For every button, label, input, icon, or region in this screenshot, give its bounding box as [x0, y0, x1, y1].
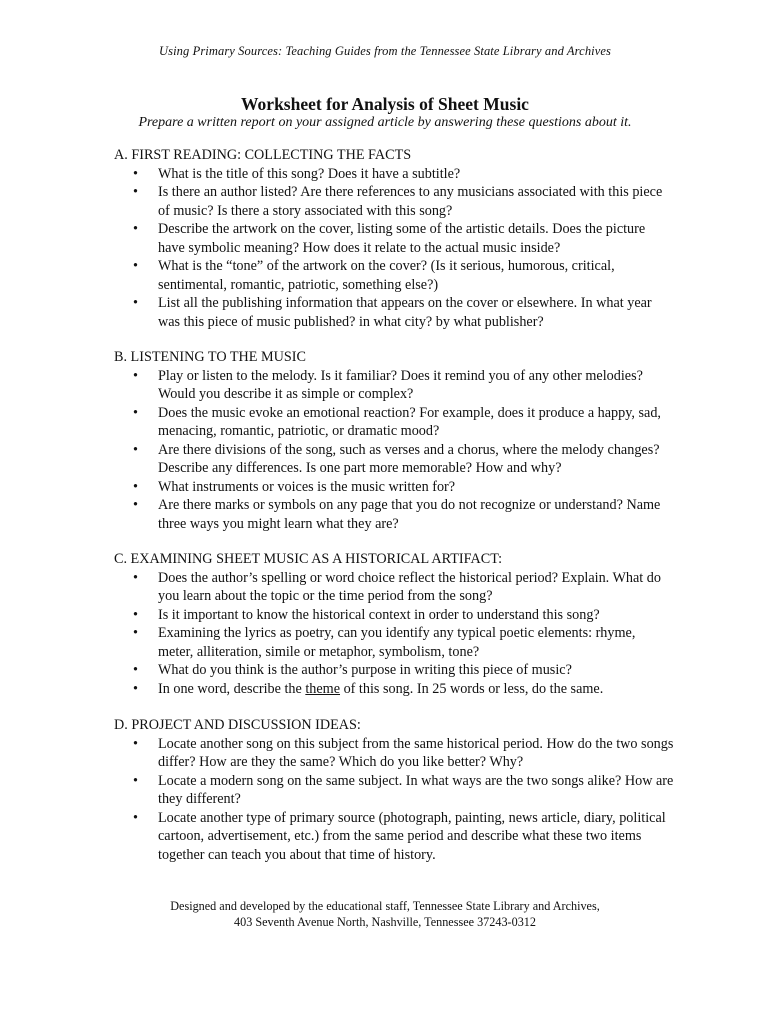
list-item — [114, 478, 674, 497]
list-item — [114, 294, 674, 331]
section-heading: D. PROJECT AND DISCUSSION IDEAS: — [114, 717, 361, 733]
question-list — [114, 569, 674, 699]
question-text: Examining the lyrics as poetry, can you identify any typical poetic elements: rhyme, meter, alliteration, simile or metaphor, symbolism, tone? — [158, 625, 636, 660]
bullet-icon: • — [133, 735, 138, 752]
question-list — [114, 735, 674, 865]
bullet-icon: • — [133, 404, 138, 421]
bullet-icon: • — [133, 809, 138, 826]
theme-underlined-word: theme — [305, 680, 341, 697]
question-text: What do you think is the author’s purpose in writing this piece of music? — [158, 662, 572, 678]
question-text: Does the music evoke an emotional reaction? For example, does it produce a happy, sad, menacing, romantic, patriotic, or dramatic mood? — [158, 404, 661, 439]
section-heading: B. LISTENING TO THE MUSIC — [114, 349, 306, 365]
section-listening — [114, 348, 674, 533]
list-item — [114, 809, 674, 865]
bullet-icon: • — [133, 295, 138, 311]
theme-question-before: In one word, describe the — [158, 680, 306, 697]
footer-credit: Designed and developed by the educational staff, Tennessee State Library and Archives, — [170, 899, 600, 913]
list-item — [114, 183, 674, 220]
section-project-ideas — [114, 716, 674, 864]
bullet-icon: • — [133, 497, 138, 513]
question-text: Is it important to know the historical context in order to understand this song? — [158, 606, 600, 623]
list-item — [114, 624, 674, 661]
section-heading: A. FIRST READING: COLLECTING THE FACTS — [114, 147, 412, 163]
list-item — [114, 606, 674, 625]
page-title: Worksheet for Analysis of Sheet Music — [241, 94, 529, 114]
question-text: Locate another song on this subject from the same historical period. How do the two songs differ? How are they the same? Which do you like better? Why? — [158, 735, 674, 770]
bullet-icon: • — [133, 478, 138, 495]
bullet-icon: • — [133, 367, 138, 384]
list-item — [114, 441, 674, 478]
bullet-icon: • — [133, 662, 138, 678]
section-historical-artifact — [114, 550, 674, 698]
list-item — [114, 735, 674, 772]
bullet-icon: • — [133, 441, 138, 458]
question-text: Locate a modern song on the same subject. In what ways are the two songs alike? How are they different? — [158, 772, 674, 807]
list-item — [114, 661, 674, 680]
bullet-icon: • — [133, 606, 138, 623]
list-item — [114, 680, 674, 699]
bullet-icon: • — [133, 258, 138, 274]
bullet-icon: • — [133, 221, 138, 237]
bullet-icon: • — [133, 569, 138, 586]
list-item — [114, 220, 674, 257]
footer-address: 403 Seventh Avenue North, Nashville, Tennessee 37243-0312 — [234, 915, 536, 929]
question-text: Play or listen to the melody. Is it familiar? Does it remind you of any other melodies? Would you describe it as simple or complex? — [158, 367, 643, 402]
list-item — [114, 257, 674, 294]
question-list — [114, 367, 674, 534]
list-item — [114, 404, 674, 441]
list-item — [114, 772, 674, 809]
list-item — [114, 496, 674, 533]
list-item — [114, 569, 674, 606]
question-text: Locate another type of primary source (photograph, painting, news article, diary, political cartoon, advertisement, etc.) from the same period and describe what these two items together can teach you about that time of history. — [158, 809, 666, 863]
list-item — [114, 367, 674, 404]
question-text: What is the “tone” of the artwork on the cover? (Is it serious, humorous, critical, sentimental, romantic, patriotic, something else?) — [158, 258, 615, 293]
question-text: List all the publishing information that appears on the cover or elsewhere. In what year was this piece of music published? in what city? by what publisher? — [158, 295, 652, 330]
bullet-icon: • — [133, 165, 138, 182]
instructions: Prepare a written report on your assigned article by answering these questions about it. — [138, 115, 632, 130]
question-text: Does the author’s spelling or word choice reflect the historical period? Explain. What do you learn about the topic or the time period from the song? — [158, 569, 661, 604]
question-text: Are there divisions of the song, such as verses and a chorus, where the melody changes? Describe any differences. Is one part more memorable? How and why? — [158, 441, 660, 476]
question-list — [114, 165, 674, 332]
question-text: What instruments or voices is the music written for? — [158, 478, 456, 495]
question-text: Are there marks or symbols on any page that you do not recognize or understand? Name three ways you might learn what they are? — [158, 497, 661, 532]
bullet-icon: • — [133, 772, 138, 789]
bullet-icon: • — [133, 625, 138, 641]
question-text: What is the title of this song? Does it have a subtitle? — [158, 165, 461, 182]
section-first-reading — [114, 146, 674, 331]
question-text: Is there an author listed? Are there references to any musicians associated with this piece of music? Is there a story associated with this song? — [158, 184, 663, 219]
section-heading: C. EXAMINING SHEET MUSIC AS A HISTORICAL ARTIFACT: — [114, 551, 503, 567]
bullet-icon: • — [133, 184, 138, 200]
page-footer — [0, 898, 770, 930]
running-header: Using Primary Sources: Teaching Guides from the Tennessee State Library and Archives — [159, 44, 611, 58]
question-text: Describe the artwork on the cover, listing some of the artistic details. Does the picture have symbolic meaning? How does it relate to the actual music inside? — [158, 221, 646, 256]
bullet-icon: • — [133, 680, 138, 697]
theme-question-after: of this song. In 25 words or less, do the same. — [340, 680, 604, 697]
list-item — [114, 165, 674, 184]
